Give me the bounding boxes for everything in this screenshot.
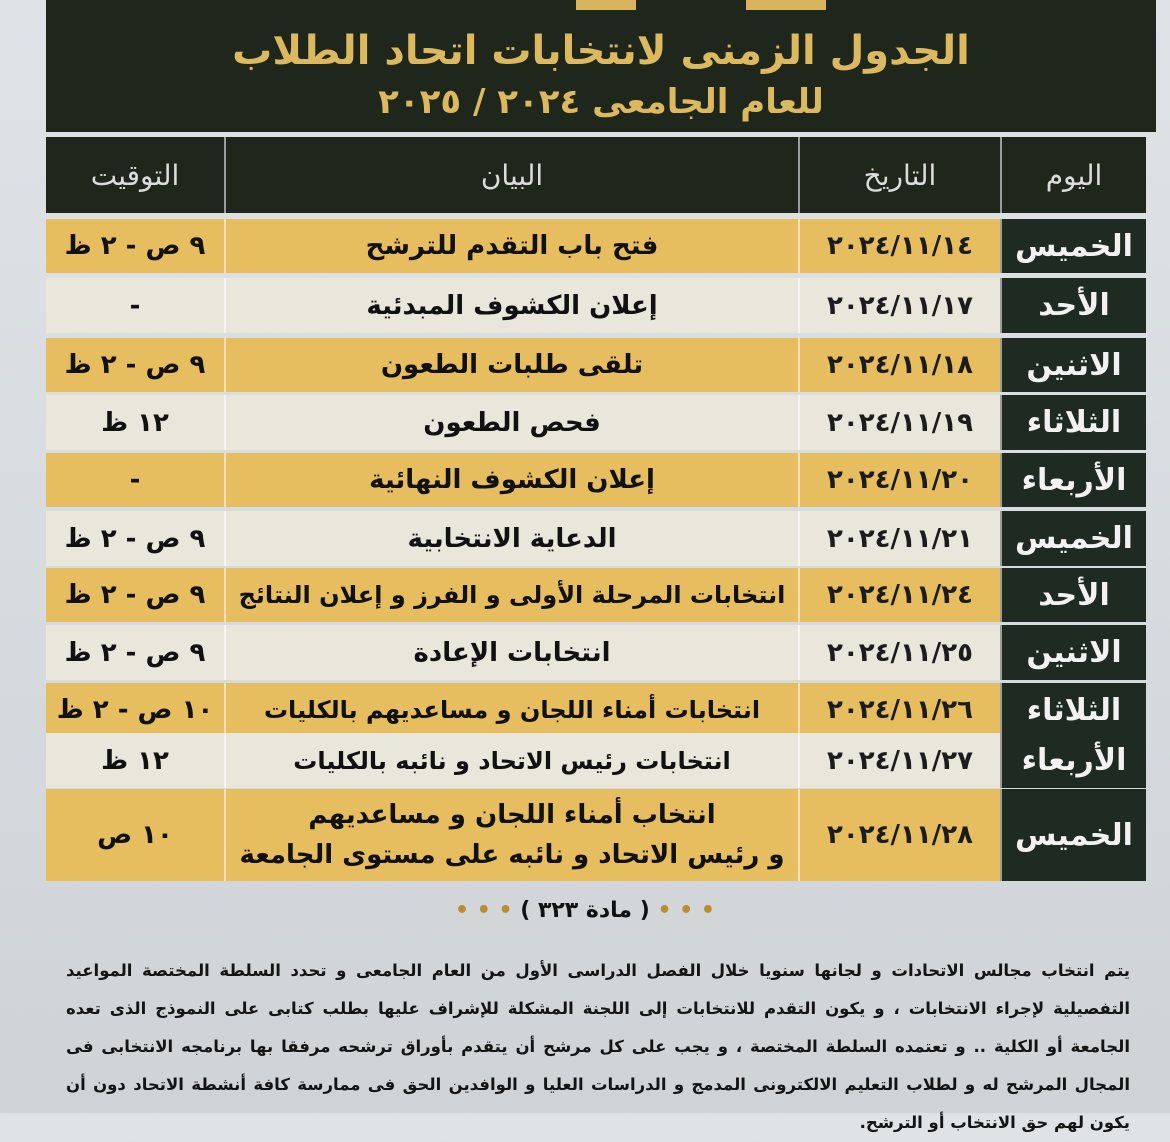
- table-row: [46, 625, 1146, 680]
- column-header-time: التوقيت: [46, 137, 224, 213]
- article-label: ( مادة ٣٢٣ ): [520, 898, 650, 923]
- date-cell: ٢٠٢٤/١١/١٧: [798, 278, 1000, 333]
- time-cell: -: [46, 453, 224, 507]
- time-cell: ٩ ص - ٢ ظ: [46, 625, 224, 680]
- table-row: [46, 568, 1146, 622]
- description-cell: إعلان الكشوف النهائية: [224, 453, 798, 507]
- description-cell: انتخابات المرحلة الأولى و الفرز و إعلان النتائج: [224, 568, 798, 622]
- article-text: يتم انتخاب مجالس الاتحادات و لجانها سنويا خلال الفصل الدراسى الأول من العام الجامعى و تحدد السلطة المختصة المواعيد التفصيلية لإجراء الانتخابات ، و يكون التقدم للانتخابات إلى اللجنة المشكلة للإشراف عليها بطلب كتابى على النموذج الذى تعده الجامعة أو الكلية .. و تعتمده السلطة المختصة ، و يجب على كل مرشح أن يتقدم بأوراق ترشحه مرفقا بها برنامجه الانتخابى فى المجال المرشح له و لطلاب التعليم الالكترونى المدمج و الدراسات العليا و الوافدين الحق فى ممارسة كافة أنشطة الاتحاد دون أن يكون لهم حق الانتخاب أو الترشح.: [66, 961, 1130, 1132]
- date-cell: ٢٠٢٤/١١/٢٠: [798, 453, 1000, 507]
- time-cell: ١٢ ظ: [46, 733, 224, 788]
- day-cell: الثلاثاء: [1000, 395, 1146, 450]
- header-band: [46, 0, 1156, 132]
- description-line: انتخاب أمناء اللجان و مساعديهم: [308, 800, 716, 830]
- day-cell: الأحد: [1000, 568, 1146, 622]
- date-cell: ٢٠٢٤/١١/٢٧: [798, 733, 1000, 788]
- table-header-row: [46, 137, 1146, 213]
- table-row: [46, 683, 1146, 737]
- decorative-dots: • • •: [657, 898, 715, 923]
- column-header-date: التاريخ: [798, 137, 1000, 213]
- date-cell: ٢٠٢٤/١١/٢٦: [798, 683, 1000, 737]
- description-cell: انتخابات أمناء اللجان و مساعديهم بالكليات: [224, 683, 798, 737]
- page-subtitle: للعام الجامعى ٢٠٢٤ / ٢٠٢٥: [378, 82, 824, 122]
- description-line: و رئيس الاتحاد و نائبه على مستوى الجامعة: [239, 840, 785, 870]
- time-cell: ١٠ ص: [46, 789, 224, 881]
- article-heading: [0, 898, 1170, 923]
- description-cell: الدعاية الانتخابية: [224, 511, 798, 566]
- day-cell: الأحد: [1000, 278, 1146, 333]
- decorative-dots: • • •: [455, 898, 513, 923]
- day-cell: الخميس: [1000, 511, 1146, 566]
- time-cell: ١٢ ظ: [46, 395, 224, 450]
- time-cell: ٩ ص - ٢ ظ: [46, 338, 224, 392]
- day-cell: الخميس: [1000, 789, 1146, 881]
- time-cell: ١٠ ص - ٢ ظ: [46, 683, 224, 737]
- table-row: [46, 453, 1146, 507]
- table-row: [46, 219, 1146, 273]
- table-row: [46, 338, 1146, 392]
- time-cell: ٩ ص - ٢ ظ: [46, 219, 224, 273]
- page-title: الجدول الزمنى لانتخابات اتحاد الطلاب: [232, 28, 970, 74]
- column-header-description: البيان: [224, 137, 798, 213]
- date-cell: ٢٠٢٤/١١/٢٨: [798, 789, 1000, 881]
- decorative-tab: [746, 0, 826, 10]
- day-cell: الاثنين: [1000, 625, 1146, 680]
- description-cell: انتخابات رئيس الاتحاد و نائبه بالكليات: [224, 733, 798, 788]
- date-cell: ٢٠٢٤/١١/٢٥: [798, 625, 1000, 680]
- table-row: [46, 395, 1146, 450]
- time-cell: ٩ ص - ٢ ظ: [46, 568, 224, 622]
- description-cell: انتخابات الإعادة: [224, 625, 798, 680]
- time-cell: ٩ ص - ٢ ظ: [46, 511, 224, 566]
- date-cell: ٢٠٢٤/١١/٢٤: [798, 568, 1000, 622]
- date-cell: ٢٠٢٤/١١/١٤: [798, 219, 1000, 273]
- date-cell: ٢٠٢٤/١١/٢١: [798, 511, 1000, 566]
- day-cell: الأربعاء: [1000, 733, 1146, 788]
- table-row: [46, 733, 1146, 788]
- time-cell: -: [46, 278, 224, 333]
- day-cell: الخميس: [1000, 219, 1146, 273]
- description-cell: فحص الطعون: [224, 395, 798, 450]
- description-cell: فتح باب التقدم للترشح: [224, 219, 798, 273]
- column-header-day: اليوم: [1000, 137, 1146, 213]
- description-cell: إعلان الكشوف المبدئية: [224, 278, 798, 333]
- day-cell: الأربعاء: [1000, 453, 1146, 507]
- table-row: [46, 511, 1146, 566]
- date-cell: ٢٠٢٤/١١/١٩: [798, 395, 1000, 450]
- day-cell: الاثنين: [1000, 338, 1146, 392]
- day-cell: الثلاثاء: [1000, 683, 1146, 737]
- table-row: [46, 789, 1146, 881]
- date-cell: ٢٠٢٤/١١/١٨: [798, 338, 1000, 392]
- description-cell: تلقى طلبات الطعون: [224, 338, 798, 392]
- description-cell: [224, 789, 798, 881]
- decorative-tab: [576, 0, 636, 10]
- table-row: [46, 278, 1146, 333]
